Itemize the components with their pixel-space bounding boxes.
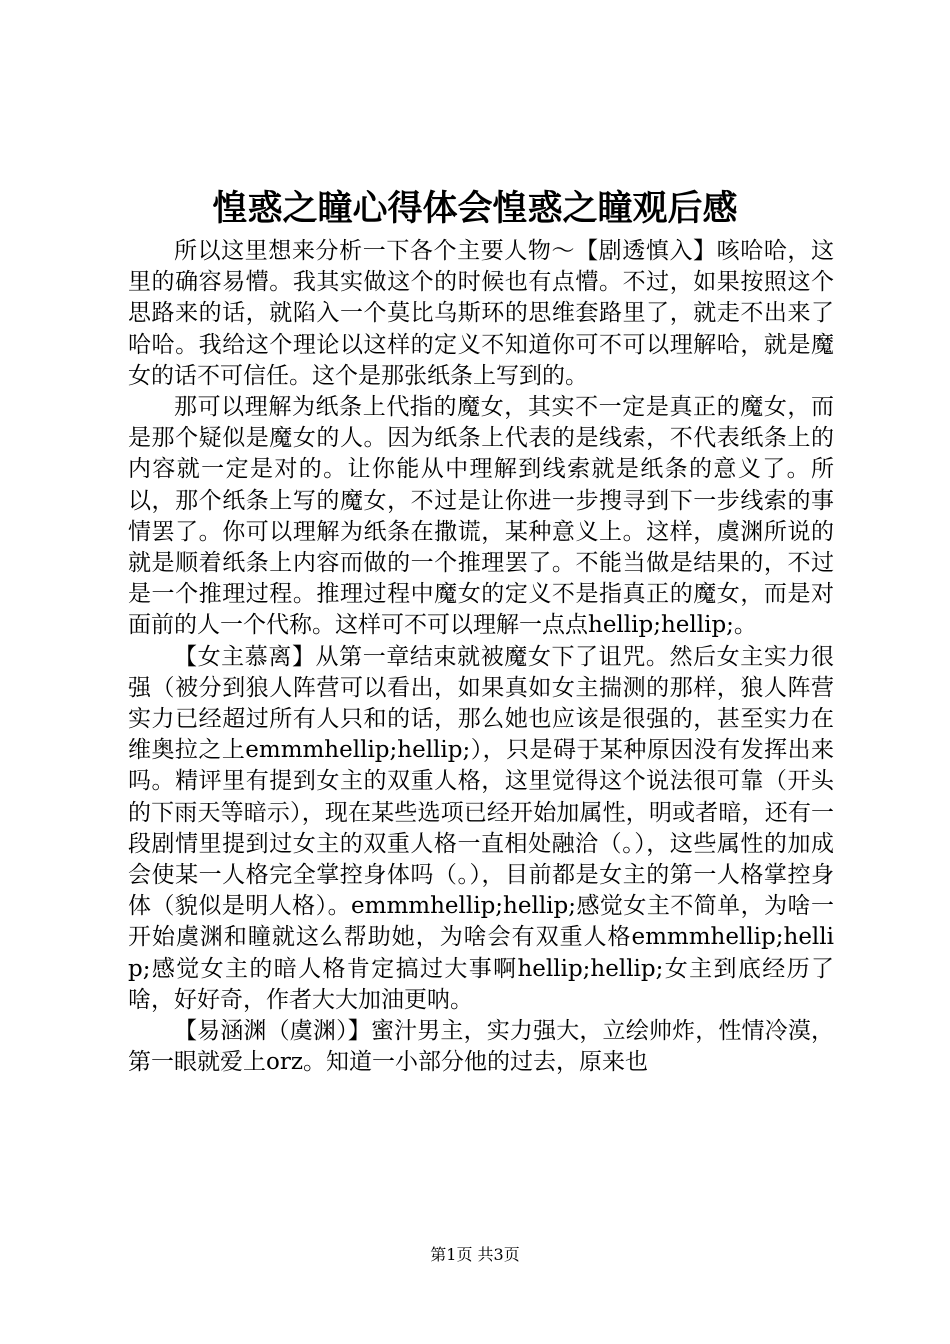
page-number-footer: 第1页 共3页 xyxy=(430,1245,520,1264)
paragraph-3: 【女主慕离】从第一章结束就被魔女下了诅咒。然后女主实力很强（被分到狼人阵营可以看出，如果真如女主揣测的那样，狼人阵营实力已经超过所有人只和的话，那么她也应该是很强的，甚至实力在维奥拉之上emmmhellip;hellip;），只是碍于某种原因没有发挥出来吗。精评里有提到女主的双重人格，这里觉得这个说法很可靠（开头的下雨天等暗示），现在某些选项已经开始加属性，明或者暗，还有一段剧情里提到过女主的双重人格一直相处融洽（。），这些属性的加成会使某一人格完全掌控身体吗（。），目前都是女主的第一人格掌控身体（貌似是明人格）。emmmhellip;hellip;感觉女主不简单，为啥一开始虞渊和瞳就这么帮助她，为啥会有双重人格emmmhellip;hellip;感觉女主的暗人格肯定搞过大事啊hellip;hellip;女主到底经历了啥，好好奇，作者大大加油更呐。 xyxy=(128,643,834,1013)
document-title: 惶惑之瞳心得体会惶惑之瞳观后感 xyxy=(212,189,738,229)
document-body xyxy=(128,236,834,1078)
paragraph-2: 那可以理解为纸条上代指的魔女，其实不一定是真正的魔女，而是那个疑似是魔女的人。因为纸条上代表的是线索，不代表纸条上的内容就一定是对的。让你能从中理解到线索就是纸条的意义了。所以，那个纸条上写的魔女，不过是让你进一步搜寻到下一步线索的事情罢了。你可以理解为纸条在撒谎，某种意义上。这样，虞渊所说的就是顺着纸条上内容而做的一个推理罢了。不能当做是结果的，不过是一个推理过程。推理过程中魔女的定义不是指真正的魔女，而是对面前的人一个代称。这样可不可以理解一点点hellip;hellip;。 xyxy=(128,394,834,639)
paragraph-4: 【易涵渊（虞渊）】蜜汁男主，实力强大，立绘帅炸，性情冷漠，第一眼就爱上orz。知道一小部分他的过去，原来也 xyxy=(128,1018,834,1076)
paragraph-1: 所以这里想来分析一下各个主要人物～【剧透慎入】咳哈哈，这里的确容易懵。我其实做这个的时候也有点懵。不过，如果按照这个思路来的话，就陷入一个莫比乌斯环的思维套路里了，就走不出来了哈哈。我给这个理论以这样的定义不知道你可不可以理解哈，就是魔女的话不可信任。这个是那张纸条上写到的。 xyxy=(128,238,834,389)
